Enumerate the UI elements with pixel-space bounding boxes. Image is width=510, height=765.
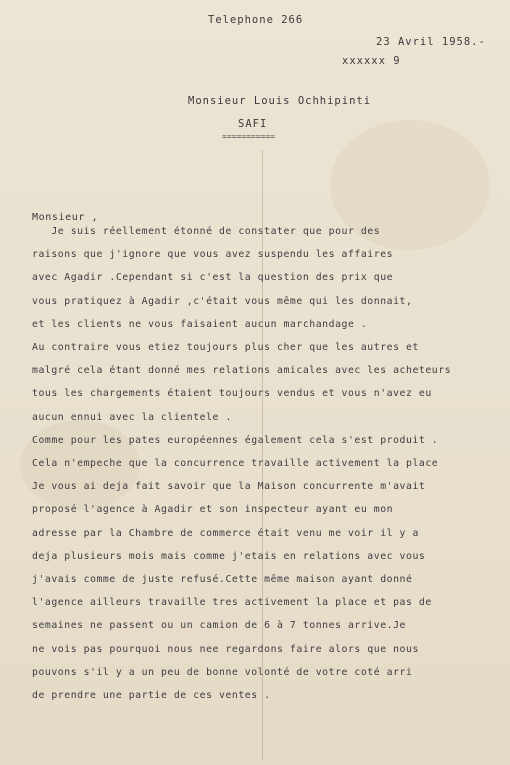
body-line: Je suis réellement étonné de constater que pour des — [32, 226, 381, 237]
letter-date: 23 Avril 1958.- — [376, 36, 486, 48]
letter-reference: xxxxxx 9 — [342, 55, 401, 67]
body-line: deja plusieurs mois mais comme j'etais en relations avec vous — [32, 550, 426, 562]
body-line: aucun ennui avec la clientele . — [32, 411, 232, 423]
body-line: Je vous ai deja fait savoir que la Maison concurrente m'avait — [32, 481, 426, 493]
body-line: Au contraire vous etiez toujours plus cher que les autres et — [32, 342, 419, 353]
body-line: avec Agadir .Cependant si c'est la question des prix que — [32, 272, 394, 284]
body-line: semaines ne passent ou un camion de 6 à 7 tonnes arrive.Je — [32, 620, 406, 632]
salutation: Monsieur , — [32, 212, 99, 223]
body-line: et les clients ne vous faisaient aucun marchandage . — [32, 318, 368, 330]
city-underline: =========== — [222, 132, 275, 141]
body-line: j'avais comme de juste refusé.Cette même maison ayant donné — [32, 574, 413, 585]
body-line: l'agence ailleurs travaille tres activement la place et pas de — [32, 597, 432, 609]
recipient-city: SAFI — [238, 118, 268, 130]
body-line: adresse par la Chambre de commerce était venu me voir il y a — [32, 527, 419, 539]
body-line: proposé l'agence à Agadir et son inspecteur ayant eu mon — [32, 504, 394, 516]
body-line: Cela n'empeche que la concurrence travaille activement la place — [32, 458, 439, 469]
recipient-name: Monsieur Louis Ochhipinti — [188, 95, 372, 107]
body-line: de prendre une partie de ces ventes . — [32, 690, 271, 701]
body-line: pouvons s'il y a un peu de bonne volonté de votre coté arri — [32, 666, 413, 678]
telephone-header: Telephone 266 — [208, 14, 304, 26]
body-line: raisons que j'ignore que vous avez suspendu les affaires — [32, 249, 394, 261]
body-line: Comme pour les pates européennes également cela s'est produit . — [32, 434, 439, 446]
body-line: tous les chargements étaient toujours vendus et vous n'avez eu — [32, 388, 432, 400]
body-line: malgré cela étant donné mes relations amicales avec les acheteurs — [32, 365, 452, 377]
body-line: vous pratiquez à Agadir ,c'était vous même qui les donnait, — [32, 295, 413, 307]
body-line: ne vois pas pourquoi nous nee regardons faire alors que nous — [32, 643, 419, 655]
